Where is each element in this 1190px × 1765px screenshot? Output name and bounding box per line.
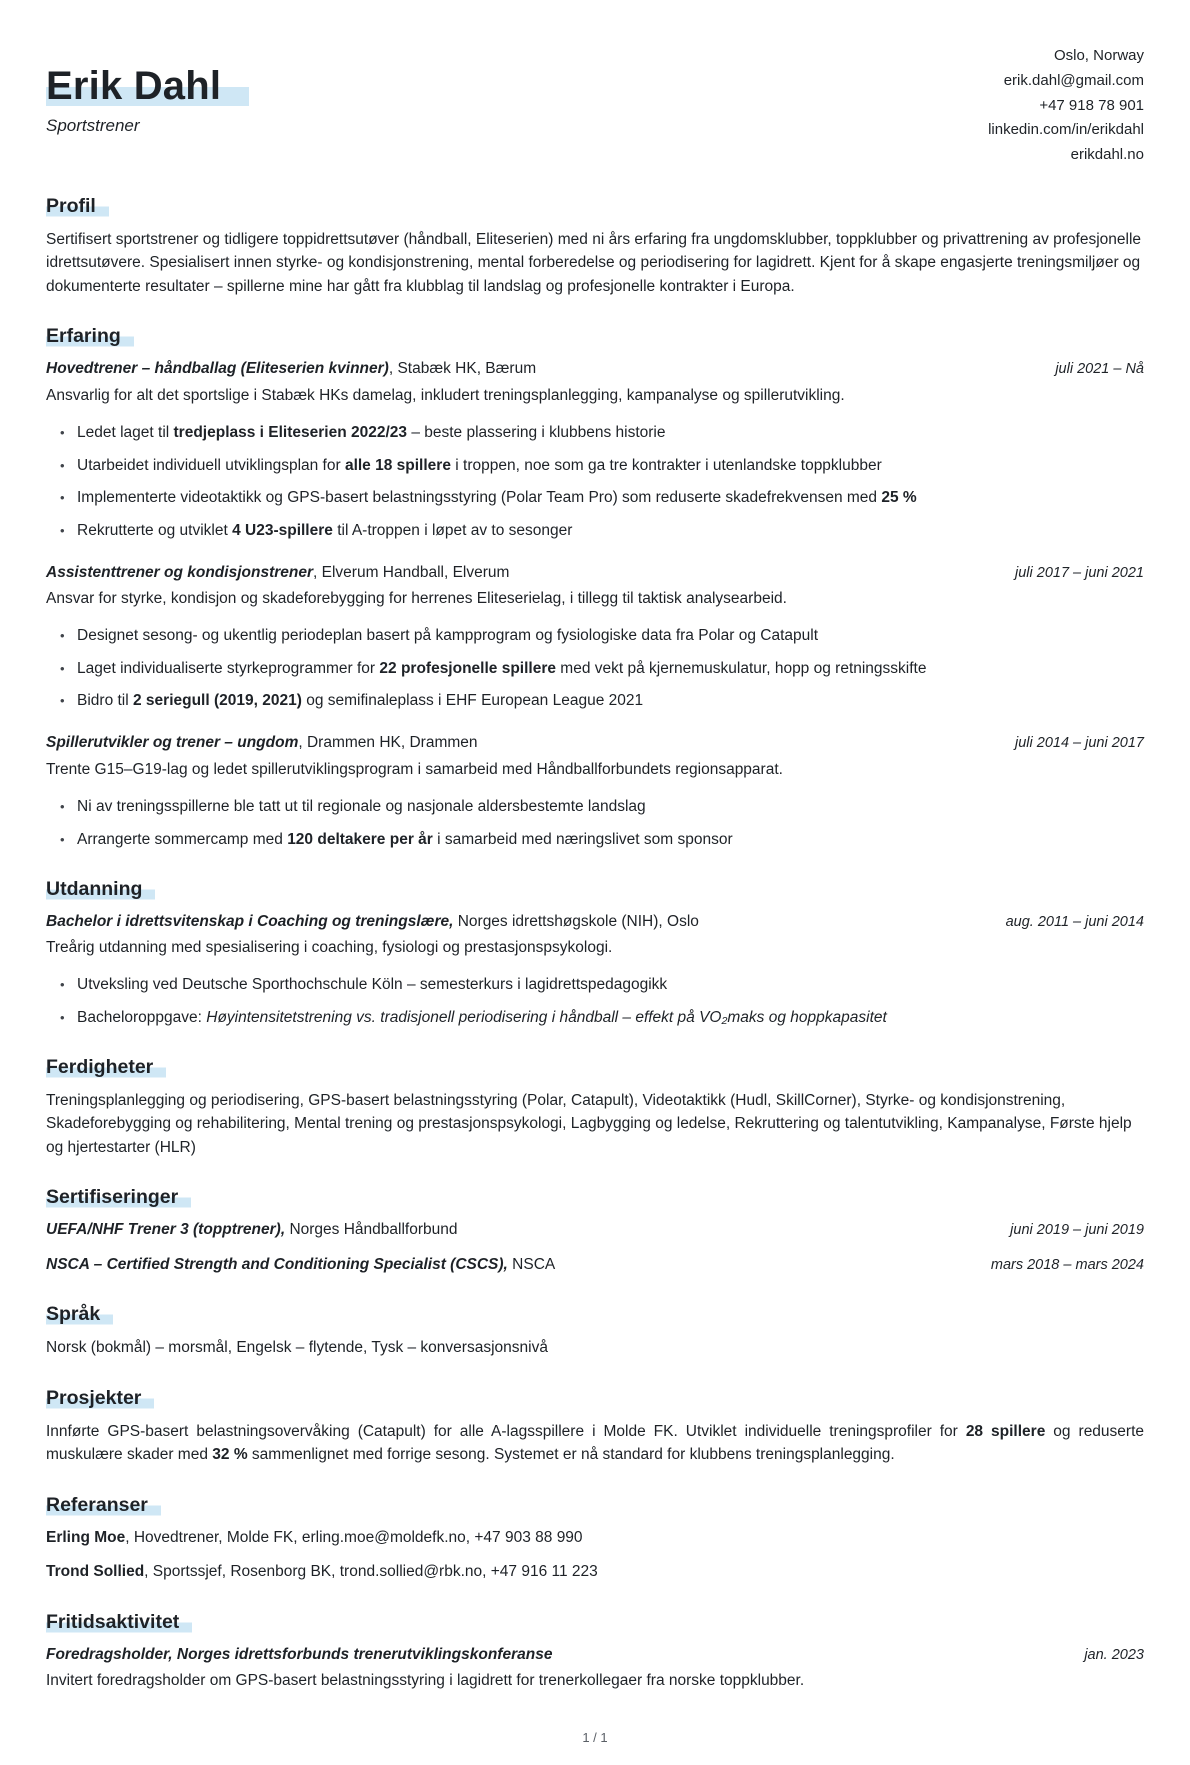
text-segment: , Elverum Handball, Elverum (313, 563, 510, 581)
text-segment: tredjeplass i Eliteserien 2022/23 (173, 424, 408, 442)
text-segment: Erling Moe (46, 1528, 126, 1546)
contact-line-1: erik.dahl@gmail.com (1003, 71, 1144, 89)
resume-header (46, 42, 1144, 168)
entry-bullet-list (60, 796, 1144, 851)
text-segment: , Drammen HK, Drammen (298, 734, 478, 752)
bullet-item (60, 796, 1144, 818)
text-segment: Norges idrettshøgskole (NIH), Oslo (453, 912, 699, 930)
entry-date: mars 2018 – mars 2024 (990, 1256, 1144, 1273)
entry (46, 1527, 1144, 1549)
text-segment: Utarbeidet individuell utviklingsplan for (77, 456, 345, 474)
text-segment: sammenlignet med forrige sesong. Systemet er nå standard for klubbens treningsplanlegging. (247, 1446, 895, 1464)
section-heading-prosjekter (46, 1387, 1144, 1410)
entry-header (46, 1254, 1144, 1276)
resume-body (46, 195, 1144, 1693)
job-title: Sportstrener (46, 116, 140, 135)
entry-title (46, 732, 478, 754)
entry-date: aug. 2011 – juni 2014 (1005, 913, 1144, 930)
page-indicator: 1 / 1 (582, 1729, 608, 1745)
contact-line-4: erikdahl.no (1070, 146, 1144, 163)
bullet-item (60, 658, 1144, 680)
entry-date: juni 2019 – juni 2019 (1010, 1222, 1144, 1239)
page-title (46, 64, 249, 108)
text-segment: og reduserte muskulære skader med (46, 1422, 1145, 1464)
name-text: Erik Dahl (46, 64, 249, 108)
text-segment: Ledet laget til (77, 424, 174, 442)
section-heading-text: Språk (46, 1303, 113, 1326)
text-segment: Treårig utdanning med spesialisering i coaching, fysiologi og prestasjonspsykologi. (46, 939, 613, 957)
entry-date: juli 2021 – Nå (1055, 361, 1144, 378)
entry-header (46, 1527, 1144, 1549)
text-segment: , Sportssjef, Rosenborg BK, trond.sollied@rbk.no, +47 916 11 223 (144, 1563, 598, 1581)
text-segment: Spillerutvikler og trener – ungdom (46, 734, 299, 752)
entry-header (46, 358, 1144, 380)
section-paragraph (46, 1420, 1144, 1467)
text-segment: Norsk (bokmål) – morsmål, Engelsk – flytende, Tysk – konversasjonsnivå (46, 1339, 548, 1357)
text-segment: Norges Håndballforbund (285, 1221, 458, 1239)
section-heading-referanser (46, 1494, 1144, 1517)
entry-header (46, 562, 1144, 584)
text-segment: alle 18 spillere (344, 456, 451, 474)
entry-bullet-list (60, 625, 1144, 712)
entry-description (46, 587, 1144, 610)
text-segment: UEFA/NHF Trener 3 (topptrener), (46, 1221, 286, 1239)
section-heading-sertifiseringer (46, 1186, 1144, 1209)
section-sprak (46, 1303, 1144, 1360)
entry-title (46, 358, 536, 380)
text-segment: 120 deltakere per år (287, 830, 433, 848)
section-prosjekter (46, 1387, 1144, 1467)
section-paragraph (46, 1336, 1144, 1360)
section-heading-fritidsaktivitet (46, 1611, 1144, 1634)
text-segment: Treningsplanlegging og periodisering, GPS-basert belastningsstyring (Polar, Catapult), Videotaktikk (Hudl, SkillCorner), Styrke- og kondisjonstrening, Skadeforebygging og rehabilitering, Mental trening og prestasjonspsykologi, Lagbygging og ledelse, Rekruttering og talentutvikling, Kampanalyse, Første hjelp og hjertestarter (HLR) (46, 1091, 1132, 1156)
section-utdanning (46, 878, 1144, 1029)
section-heading-text: Referanser (46, 1494, 161, 1517)
text-segment: Ni av treningsspillerne ble tatt ut til regionale og nasjonale aldersbestemte landslag (77, 798, 646, 816)
entry-date: jan. 2023 (1084, 1646, 1144, 1663)
text-segment: Hovedtrener – håndballag (Eliteserien kvinner) (46, 360, 389, 378)
entry-description (46, 384, 1144, 407)
text-segment: Rekrutterte og utviklet (77, 521, 233, 539)
text-segment: Høyintensitetstrening vs. tradisjonell periodisering i håndball – effekt på VO₂maks og hoppkapasitet (206, 1008, 887, 1026)
entry-title (46, 1219, 457, 1241)
entry (46, 1561, 1144, 1583)
entry-title (46, 911, 699, 933)
entry-header (46, 1644, 1144, 1666)
section-paragraph (46, 228, 1144, 299)
section-heading-erfaring (46, 325, 1144, 348)
section-heading-text: Fritidsaktivitet (46, 1611, 192, 1634)
section-heading-sprak (46, 1303, 1144, 1326)
section-heading-ferdigheter (46, 1056, 1144, 1079)
section-heading-text: Ferdigheter (46, 1056, 166, 1079)
bullet-item (60, 1007, 1144, 1029)
entry (46, 911, 1144, 1029)
section-erfaring (46, 325, 1144, 850)
bullet-item (60, 974, 1144, 996)
contact-line-2: +47 918 78 901 (1039, 96, 1144, 114)
text-segment: , Hovedtrener, Molde FK, erling.moe@moldefk.no, +47 903 88 990 (125, 1528, 583, 1546)
text-segment: , Stabæk HK, Bærum (388, 360, 537, 378)
text-segment: Arrangerte sommercamp med (77, 830, 288, 848)
entry-title (46, 1644, 552, 1666)
text-segment: i troppen, noe som ga tre kontrakter i utenlandske toppklubber (450, 456, 882, 474)
section-heading-profil (46, 195, 1144, 218)
bullet-item (60, 487, 1144, 509)
section-heading-text: Prosjekter (46, 1387, 154, 1410)
entry-description (46, 758, 1144, 781)
contact-block (988, 42, 1144, 168)
text-segment: i samarbeid med næringslivet som sponsor (432, 830, 733, 848)
entry-title (46, 1254, 555, 1276)
text-segment: Trente G15–G19-lag og ledet spillerutviklingsprogram i samarbeid med Håndballforbundets regionsapparat. (46, 760, 783, 778)
section-sertifiseringer (46, 1186, 1144, 1276)
text-segment: 32 % (212, 1446, 248, 1464)
entry-title (46, 1561, 598, 1583)
text-segment: – beste plassering i klubbens historie (407, 424, 666, 442)
entry-header (46, 1219, 1144, 1241)
entry (46, 1644, 1144, 1693)
entry-title (46, 562, 509, 584)
entry (46, 358, 1144, 541)
text-segment: Trond Sollied (46, 1563, 145, 1581)
text-segment: Laget individualiserte styrkeprogrammer for (77, 659, 380, 677)
contact-line-0: Oslo, Norway (1053, 47, 1144, 64)
text-segment: Designet sesong- og ukentlig periodeplan basert på kampprogram og fysiologiske data fra Polar og Catapult (77, 627, 818, 645)
entry-date: juli 2017 – juni 2021 (1015, 564, 1144, 581)
bullet-item (60, 455, 1144, 477)
text-segment: 2 seriegull (2019, 2021) (133, 692, 302, 710)
section-referanser (46, 1494, 1144, 1584)
entry-bullet-list (60, 974, 1144, 1029)
entry-header (46, 911, 1144, 933)
section-profil (46, 195, 1144, 299)
contact-line-3: linkedin.com/in/erikdahl (988, 121, 1144, 139)
entry (46, 1254, 1144, 1276)
text-segment: 25 % (881, 489, 917, 507)
text-segment: Assistenttrener og kondisjonstrener (46, 563, 314, 581)
text-segment: og semifinaleplass i EHF European League 2021 (301, 692, 644, 710)
text-segment: Invitert foredragsholder om GPS-basert belastningsstyring i lagidrett for trenerkollegaer fra norske toppklubber. (46, 1672, 805, 1690)
text-segment: Bacheloroppgave: (77, 1008, 207, 1026)
section-heading-text: Profil (46, 195, 109, 218)
bullet-item (60, 520, 1144, 542)
text-segment: Utveksling ved Deutsche Sporthochschule Köln – semesterkurs i lagidrettspedagogikk (77, 976, 668, 994)
entry-header (46, 1561, 1144, 1583)
text-segment: Foredragsholder, Norges idrettsforbunds trenerutviklingskonferanse (46, 1645, 553, 1663)
entry (46, 1219, 1144, 1241)
bullet-item (60, 422, 1144, 444)
text-segment: Ansvarlig for alt det sportslige i Stabæk HKs damelag, inkludert treningsplanlegging, kampanalyse og spillerutvikling. (46, 386, 845, 404)
section-fritidsaktivitet (46, 1611, 1144, 1693)
bullet-item (60, 690, 1144, 712)
text-segment: 22 profesjonelle spillere (379, 659, 556, 677)
text-segment: med vekt på kjernemuskulatur, hopp og retningsskifte (556, 659, 927, 677)
section-heading-text: Sertifiseringer (46, 1186, 191, 1209)
entry-description (46, 1669, 1144, 1692)
text-segment: Sertifisert sportstrener og tidligere toppidrettsutøver (håndball, Eliteserien) med ni års erfaring fra ungdomsklubber, toppklubber og privattrening av profesjonelle idrettsutøvere. Spesialisert innen styrke- og kondisjonstrening, mental forberedelse og periodisering for lagidrett. Kjent for å skape engasjerte treningsmiljøer og dokumenterte resultater – spillerne mine har gått fra klubblag til landslag og profesjonelle kontrakter i Europa. (46, 230, 1142, 295)
section-heading-text: Utdanning (46, 878, 155, 901)
bullet-item (60, 625, 1144, 647)
text-segment: 28 spillere (965, 1422, 1046, 1440)
text-segment: 4 U23-spillere (232, 521, 333, 539)
text-segment: Implementerte videotaktikk og GPS-basert belastningsstyring (Polar Team Pro) som reduserte skadefrekvensen med (77, 489, 882, 507)
entry-header (46, 732, 1144, 754)
section-heading-text: Erfaring (46, 325, 134, 348)
text-segment: NSCA – Certified Strength and Conditioning Specialist (CSCS), (46, 1255, 508, 1273)
entry (46, 732, 1144, 850)
entry-date: juli 2014 – juni 2017 (1015, 735, 1144, 752)
text-segment: Ansvar for styrke, kondisjon og skadeforebygging for herrenes Eliteserielag, i tillegg til taktisk analysearbeid. (46, 590, 787, 608)
header-identity (46, 42, 249, 136)
entry-bullet-list (60, 422, 1144, 542)
text-segment: til A-troppen i løpet av to sesonger (332, 521, 573, 539)
text-segment: Innførte GPS-basert belastningsovervåking (Catapult) for alle A-lagsspillere i Molde FK. Utviklet individuelle treningsprofiler for (46, 1422, 966, 1440)
entry-title (46, 1527, 583, 1549)
bullet-item (60, 829, 1144, 851)
text-segment: Bachelor i idrettsvitenskap i Coaching og treningslære, (46, 912, 454, 930)
section-paragraph (46, 1089, 1144, 1160)
text-segment: Bidro til (77, 692, 133, 710)
entry-description (46, 936, 1144, 959)
text-segment: NSCA (507, 1255, 556, 1273)
entry (46, 562, 1144, 713)
section-heading-utdanning (46, 878, 1144, 901)
section-ferdigheter (46, 1056, 1144, 1160)
